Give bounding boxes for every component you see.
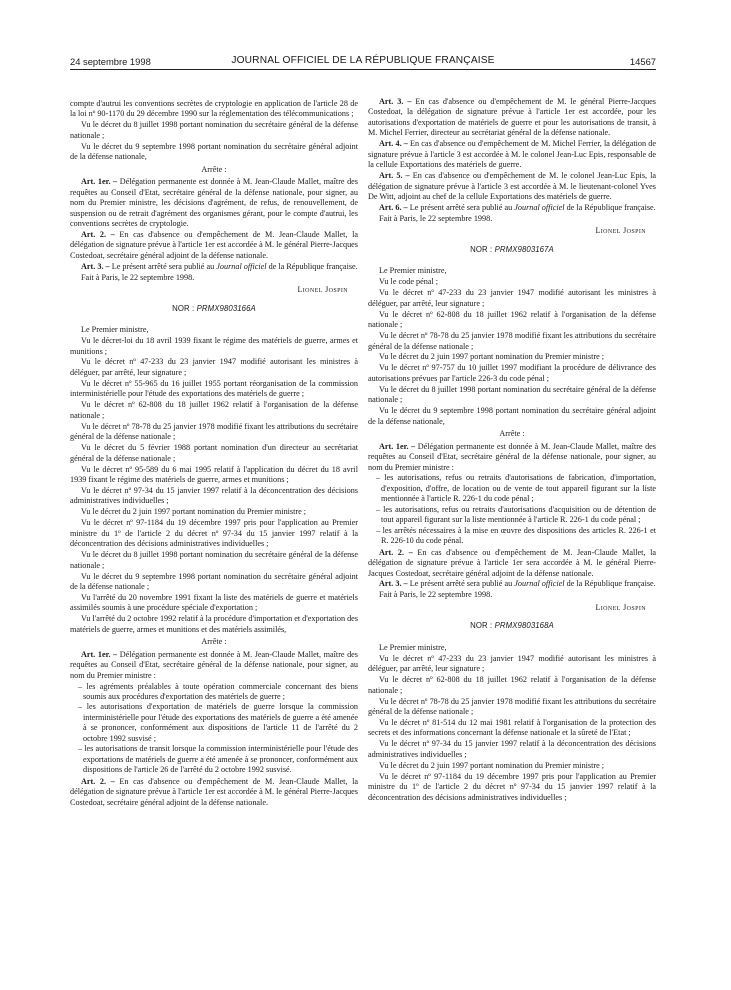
article-label: Art. 5. – bbox=[379, 171, 410, 181]
signature: Lionel Jospin bbox=[595, 226, 646, 236]
article-2 bbox=[368, 548, 656, 579]
article-5 bbox=[368, 171, 656, 202]
visa: Vu l'arrêté du 20 novembre 1991 fixant la liste des matériels de guerre et matériels assimilés soumis à une procédure spéciale d'exportation ; bbox=[70, 592, 358, 613]
visa: Vu le décret du 9 septembre 1998 portant nomination du secrétaire général adjoint de la défense nationale ; bbox=[70, 571, 358, 591]
article-text: En cas d'absence ou d'empêchement de M. le colonel Jean-Luc Epis, la délégation de signature prévue à l'article 3 est accordée à M. le lieutenant-colonel Yves De Witt, adjoint au chef de la cellule Exportations des matériels de guerre. bbox=[368, 171, 656, 202]
visa: Vu le décret nº 97-34 du 15 janvier 1997 relatif à la déconcentration des décisions administratives individuelles ; bbox=[368, 739, 656, 759]
issue-date: 24 septembre 1998 bbox=[70, 56, 151, 67]
nor-reference bbox=[368, 245, 656, 255]
paragraph: Vu le décret du 8 juillet 1998 portant nomination du secrétaire général de la défense nationale ; bbox=[70, 120, 358, 140]
article-2 bbox=[70, 777, 358, 808]
article-label: Art. 3. – bbox=[379, 579, 408, 589]
arrete-heading: Arrête : bbox=[499, 429, 525, 439]
premier-ministre: Le Premier ministre, bbox=[379, 266, 447, 276]
visa: Vu le décret nº 95-589 du 6 mai 1995 relatif à l'application du décret du 18 avril 1939 fixant le régime des matériels de guerre, armes et munitions ; bbox=[70, 464, 358, 484]
list-item: – les autorisations, refus ou retraits d'autorisations de fabrication, d'importation, d'exposition, d'offre, de location ou de vente de tout appareil figurant sur la liste mentionnée à l'article R. 226-1 du code pénal ; bbox=[368, 473, 656, 504]
article-3 bbox=[368, 579, 656, 589]
visa: Vu le décret du 8 juillet 1998 portant nomination du secrétaire général de la défense nationale ; bbox=[70, 550, 358, 570]
visa: Vu le décret du 2 juin 1997 portant nomination du Premier ministre ; bbox=[81, 507, 307, 517]
article-3 bbox=[70, 262, 358, 272]
nor-label: NOR : bbox=[172, 303, 195, 313]
visa: Vu le décret nº 78-78 du 25 janvier 1978 modifié fixant les attributions du secrétaire général de la défense nationale ; bbox=[70, 421, 358, 442]
visa: Vu le décret du 2 juin 1997 portant nomination du Premier ministre ; bbox=[379, 352, 605, 362]
article-text: En cas d'absence ou d'empêchement de M. Jean-Claude Mallet, la délégation de signature prévue à l'article 1er est accordée à M. le général Pierre-Jacques Costedoat, secrétaire général adjoint de la défense nationale. bbox=[70, 229, 358, 260]
journal-title: JOURNAL OFFICIEL DE LA RÉPUBLIQUE FRANÇAISE bbox=[231, 55, 495, 66]
premier-ministre: Le Premier ministre, bbox=[81, 325, 149, 335]
article-6 bbox=[368, 203, 656, 213]
paragraph: Vu le décret du 9 septembre 1998 portant nomination du secrétaire général adjoint de la défense nationale, bbox=[70, 141, 358, 162]
article-3 bbox=[368, 97, 656, 139]
article-2 bbox=[70, 230, 358, 261]
article-text: En cas d'absence ou d'empêchement de M. le général Pierre-Jacques Costedoat, la délégation de signature prévue à l'article 1er est accordée, pour les autorisations d'exportation de matériels de guerre et pour les autorisations de transit, à M. Michel Ferrier, directeur au secrétariat général de la défense nationale. bbox=[368, 97, 656, 138]
page-number: 14567 bbox=[629, 56, 656, 67]
journal-officiel-ref: Journal officiel bbox=[216, 261, 267, 271]
visa: Vu le code pénal ; bbox=[379, 277, 439, 287]
article-text: En cas d'absence ou d'empêchement de M. Michel Ferrier, la délégation de signature prévue à l'article 3 est accordée à M. le colonel Jean-Luc Epis, responsable de la cellule Exportations des matériels de guerre. bbox=[368, 139, 656, 170]
nor-code: PRMX9803168A bbox=[494, 621, 554, 631]
article-text: En cas d'absence ou d'empêchement de M. Jean-Claude Mallet, la délégation de signature prévue à l'article 1er sera accordée à M. le général Pierre-Jacques Costedoat, secrétaire général adjoint de la défense nationale. bbox=[368, 547, 656, 578]
fait-a-paris: Fait à Paris, le 22 septembre 1998. bbox=[379, 213, 493, 223]
list-item: – les autorisations d'exportation de matériels de guerre lorsque la commission interministérielle pour l'étude des exportations des matériels de guerre a été amenée à se prononcer, conformément aux dispositions de l'article 11 de l'arrêté du 2 octobre 1992 susvisé ; bbox=[70, 702, 358, 744]
article-label: Art. 3. – bbox=[379, 97, 412, 106]
journal-officiel-ref: Journal officiel bbox=[514, 579, 565, 589]
article-label: Art. 1er. – bbox=[379, 441, 416, 451]
article-4 bbox=[368, 139, 656, 170]
visa: Vu le décret nº 47-233 du 23 janvier 1947 modifié autorisant les ministres à déléguer, par arrêté, leur signature ; bbox=[368, 653, 656, 674]
journal-officiel-ref: Journal officiel bbox=[514, 203, 565, 213]
article-text: Le présent arrêté sera publié au bbox=[111, 261, 215, 271]
visa: Vu le décret nº 62-808 du 18 juillet 1962 relatif à l'organisation de la défense nationale ; bbox=[368, 309, 656, 330]
article-text: Le présent arrêté sera publié au bbox=[409, 203, 513, 213]
article-text: Le présent arrêté sera publié au bbox=[409, 579, 513, 589]
article-label: Art. 1er. – bbox=[81, 649, 118, 659]
article-text: de la République française. bbox=[566, 579, 656, 589]
visa: Vu le décret nº 97-757 du 10 juillet 1997 modifiant la procédure de délivrance des autorisations prévues par l'article 226-3 du code pénal ; bbox=[368, 363, 656, 383]
article-label: Art. 3. – bbox=[81, 261, 110, 271]
nor-reference bbox=[368, 621, 656, 631]
list-item: – les arrêtés nécessaires à la mise en œuvre des dispositions des articles R. 226-1 et R. 226-10 du code pénal. bbox=[368, 526, 656, 547]
fait-a-paris: Fait à Paris, le 22 septembre 1998. bbox=[379, 590, 493, 600]
visa: Vu l'arrêté du 2 octobre 1992 relatif à la procédure d'importation et d'exportation des matériels de guerre, armes et munitions et des matériels assimilés, bbox=[70, 614, 358, 634]
article-text: Délégation permanente est donnée à M. Jean-Claude Mallet, maître des requêtes au Conseil d'Etat, secrétaire général de la défense nationale, pour signer, au nom du Premier ministre : bbox=[70, 649, 358, 680]
visa: Vu le décret du 8 juillet 1998 portant nomination du secrétaire général de la défense nationale ; bbox=[368, 384, 656, 405]
visa: Vu le décret du 5 février 1988 portant nomination d'un directeur au secrétariat général de la défense nationale ; bbox=[70, 443, 358, 463]
visa: Vu le décret nº 97-1184 du 19 décembre 1997 pris pour l'application au Premier ministre du 1º de l'article 2 du décret nº 97-34 du 15 janvier 1997 relatif à la déconcentration des décisions administratives individuelles ; bbox=[368, 771, 656, 802]
visa: Vu le décret nº 81-514 du 12 mai 1981 relatif à l'organisation de la protection des secrets et des informations concernant la défense nationale et la sûreté de l'Etat ; bbox=[368, 717, 656, 738]
article-label: Art. 4. – bbox=[379, 139, 408, 149]
dash-list bbox=[70, 682, 358, 776]
article-label: Art. 2. – bbox=[81, 776, 115, 786]
arrete-heading: Arrête : bbox=[201, 164, 227, 174]
signature: Lionel Jospin bbox=[595, 602, 646, 612]
list-item: – les autorisations, refus ou retraits d'autorisations d'acquisition ou de détention de tout appareil figurant sur la liste mentionnée à l'article R. 226-1 du code pénal ; bbox=[368, 505, 656, 526]
nor-code: PRMX9803167A bbox=[494, 244, 554, 254]
visa: Vu le décret nº 97-1184 du 19 décembre 1997 pris pour l'application au Premier ministre du 1º de l'article 2 du décret nº 97-34 du 15 janvier 1997 relatif à la déconcentration des décisions administratives individuelles ; bbox=[70, 518, 358, 549]
visa: Vu le décret du 2 juin 1997 portant nomination du Premier ministre ; bbox=[379, 760, 605, 770]
article-text: Délégation permanente est donnée à M. Jean-Claude Mallet, maître des requêtes au Conseil d'Etat, secrétaire général de la défense nationale, pour signer, au nom du Premier ministre : bbox=[368, 441, 656, 472]
nor-reference bbox=[70, 304, 358, 314]
list-item: – les agréments préalables à toute opération commerciale concernant des biens soumis aux procédures d'exportation des matériels de guerre ; bbox=[70, 682, 358, 703]
nor-code: PRMX9803166A bbox=[196, 303, 256, 313]
paragraph: compte d'autrui les conventions secrètes de cryptologie en application de l'article 28 de la loi nº 90-1170 du 29 décembre 1990 sur la réglementation des télécommunications ; bbox=[70, 99, 358, 119]
visa: Vu le décret du 9 septembre 1998 portant nomination du secrétaire général adjoint de la défense nationale, bbox=[368, 406, 656, 426]
visa: Vu le décret-loi du 18 avril 1939 fixant le régime des matériels de guerre, armes et munitions ; bbox=[70, 336, 358, 356]
premier-ministre: Le Premier ministre, bbox=[379, 642, 447, 652]
visa: Vu le décret nº 78-78 du 25 janvier 1978 modifié fixant les attributions du secrétaire général de la défense nationale ; bbox=[368, 331, 656, 351]
article-text: En cas d'absence ou d'empêchement de M. Jean-Claude Mallet, la délégation de signature prévue à l'article 1er est accordée à M. le général Pierre-Jacques Costedoat, secrétaire général adjoint de la défense nationale. bbox=[70, 776, 358, 807]
nor-label: NOR : bbox=[470, 621, 493, 631]
page-header bbox=[70, 54, 656, 68]
article-label: Art. 2. – bbox=[81, 229, 115, 239]
article-label: Art. 6. – bbox=[379, 203, 408, 213]
article-label: Art. 1er. – bbox=[81, 177, 118, 187]
article-label: Art. 2. – bbox=[379, 547, 413, 557]
visa: Vu le décret nº 55-965 du 16 juillet 1955 portant réorganisation de la commission interministérielle pour l'étude des exportations des matériels de guerre ; bbox=[70, 378, 358, 399]
visa: Vu le décret nº 47-233 du 23 janvier 1947 modifié autorisant les ministres à déléguer, par arrêté, leur signature ; bbox=[70, 357, 358, 377]
article-text: Délégation permanente est donnée à M. Jean-Claude Mallet, maître des requêtes au Conseil d'Etat, secrétaire général de la défense nationale, pour signer, au nom du Premier ministre, les décisions d'agrément, de refus, de renouvellement, de suspension ou de retrait d'agrément des organismes gérant, pour le compte d'autrui, les conventions secrètes de cryptologie. bbox=[70, 177, 358, 228]
right-column bbox=[368, 97, 656, 957]
visa: Vu le décret nº 78-78 du 25 janvier 1978 modifié fixant les attributions du secrétaire général de la défense nationale ; bbox=[368, 696, 656, 717]
visa: Vu le décret nº 97-34 du 15 janvier 1997 relatif à la déconcentration des décisions administratives individuelles ; bbox=[70, 485, 358, 506]
left-column bbox=[70, 99, 358, 959]
article-1 bbox=[70, 177, 358, 229]
article-text: de la République française. bbox=[268, 261, 358, 271]
dash-list bbox=[368, 473, 656, 546]
header-rule bbox=[70, 69, 656, 70]
article-1 bbox=[368, 442, 656, 473]
arrete-heading: Arrête : bbox=[201, 637, 227, 647]
visa: Vu le décret nº 47-233 du 23 janvier 1947 modifié autorisant les ministres à déléguer, par arrêté, leur signature ; bbox=[368, 288, 656, 308]
fait-a-paris: Fait à Paris, le 22 septembre 1998. bbox=[81, 272, 195, 282]
visa: Vu le décret nº 62-808 du 18 juillet 1962 relatif à l'organisation de la défense nationale ; bbox=[368, 675, 656, 695]
article-1 bbox=[70, 650, 358, 681]
nor-label: NOR : bbox=[470, 244, 493, 254]
signature: Lionel Jospin bbox=[297, 285, 348, 295]
visa: Vu le décret nº 62-808 du 18 juillet 1962 relatif à l'organisation de la défense nationale ; bbox=[70, 400, 358, 420]
article-text: de la République française. bbox=[566, 203, 656, 213]
list-item: – les autorisations de transit lorsque la commission interministérielle pour l'étude des exportations de matériels de guerre a été amenée à se prononcer, conformément aux dispositions de l'article 26 de l'arrêté du 2 octobre 1992 susvisé. bbox=[70, 744, 358, 775]
